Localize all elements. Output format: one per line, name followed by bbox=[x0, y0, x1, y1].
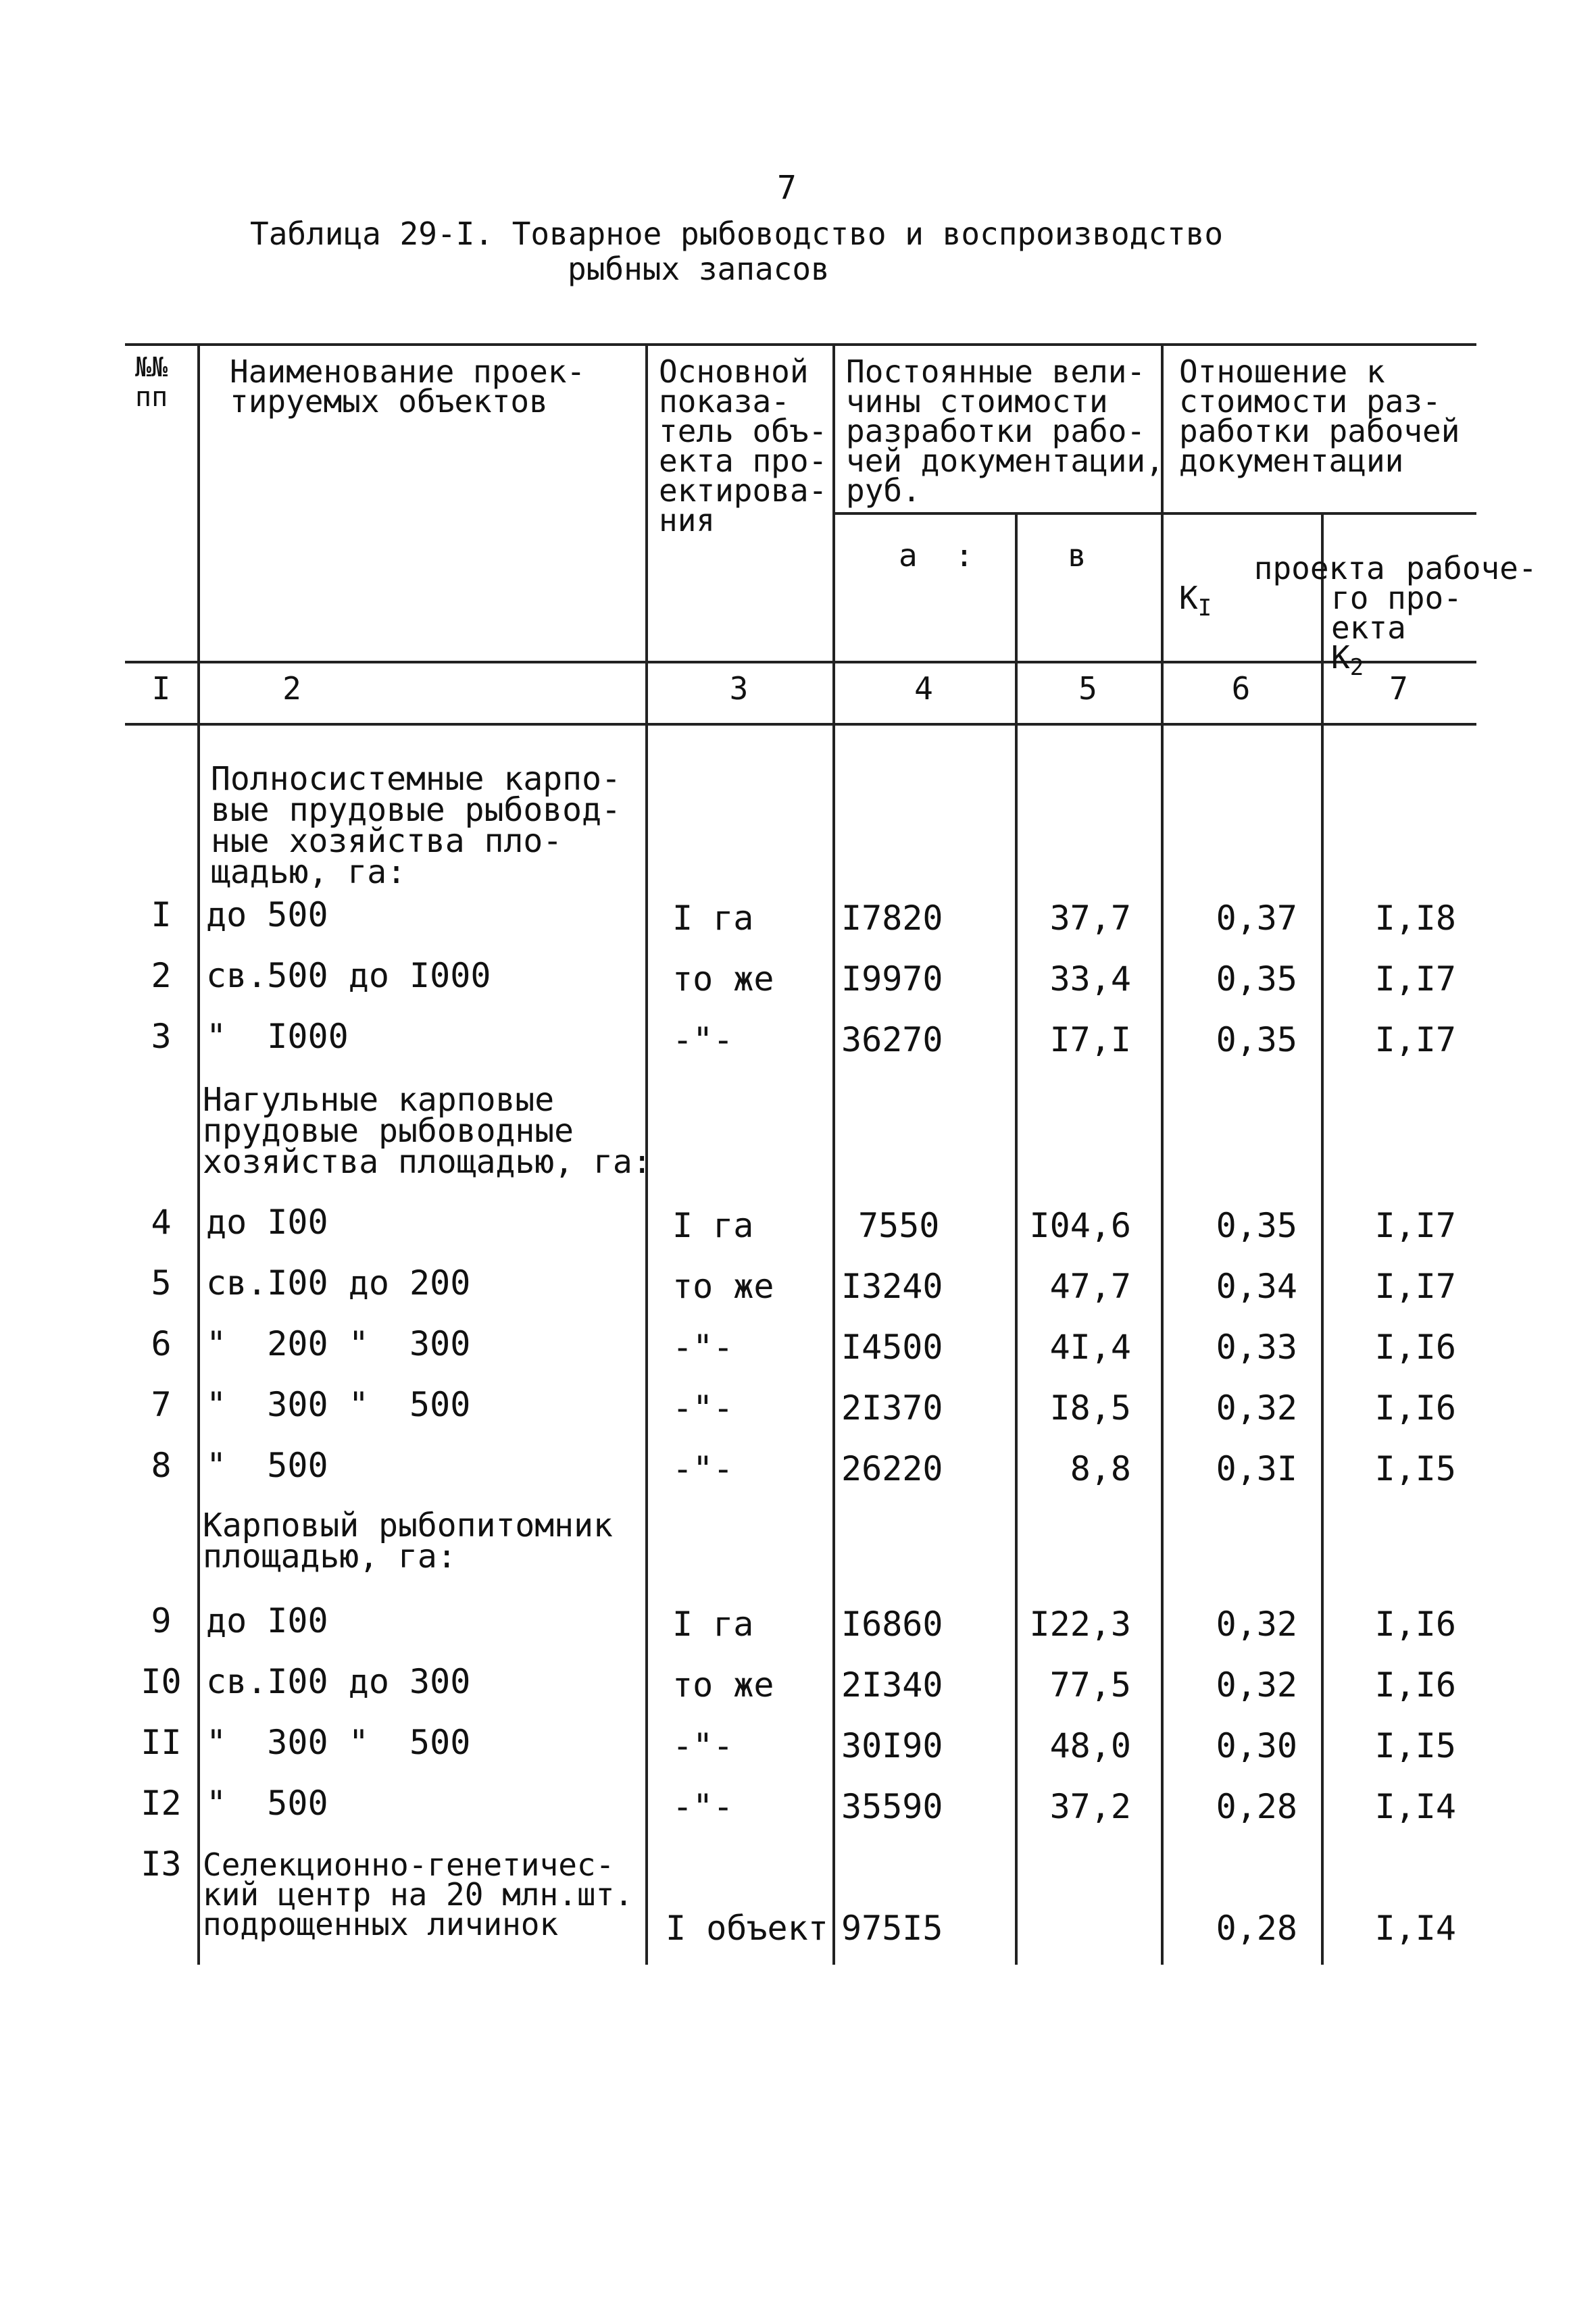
cell-number: 3 bbox=[151, 1017, 172, 1056]
cell-number: II bbox=[141, 1723, 182, 1762]
cell-a: 2I370 bbox=[841, 1388, 943, 1428]
cell-k2: I,I6 bbox=[1374, 1665, 1456, 1705]
cell-indicator: -"- bbox=[672, 1020, 734, 1059]
cell-b: 47,7 bbox=[1049, 1267, 1131, 1306]
rule-subheader bbox=[834, 512, 1476, 515]
cell-a: I3240 bbox=[841, 1267, 943, 1306]
cell-k2: I,I5 bbox=[1374, 1449, 1456, 1488]
cell-k1: 0,37 bbox=[1216, 899, 1297, 938]
cell-k1: 0,32 bbox=[1216, 1388, 1297, 1428]
cell-number: I3 bbox=[141, 1844, 182, 1884]
header-k1-subscript: I bbox=[1197, 595, 1212, 622]
cell-name: св.I00 до 300 bbox=[206, 1662, 471, 1701]
cell-b: I8,5 bbox=[1049, 1388, 1131, 1428]
cell-b: I22,3 bbox=[1029, 1605, 1131, 1644]
cell-a: I6860 bbox=[841, 1605, 943, 1644]
cell-name: до I00 bbox=[206, 1203, 328, 1242]
rule-v3 bbox=[832, 343, 835, 1965]
cell-number: 5 bbox=[151, 1263, 172, 1303]
cell-name: " I000 bbox=[206, 1017, 349, 1056]
cell-k1: 0,34 bbox=[1216, 1267, 1297, 1306]
cell-a: I7820 bbox=[841, 899, 943, 938]
cell-indicator: -"- bbox=[672, 1328, 734, 1367]
cell-k1: 0,35 bbox=[1216, 1206, 1297, 1245]
page-number: 7 bbox=[777, 169, 797, 207]
cell-k2: I,I4 bbox=[1374, 1787, 1456, 1826]
cell-number: I0 bbox=[141, 1662, 182, 1701]
cell-indicator: -"- bbox=[672, 1787, 734, 1826]
cell-b: 48,0 bbox=[1049, 1726, 1131, 1765]
header-number: №№ пп bbox=[135, 352, 168, 413]
header-constants: Постоянные вели- чины стоимости разработки рабо- чей документации, руб. bbox=[846, 353, 1164, 509]
column-number: 5 bbox=[1078, 670, 1097, 707]
rule-colnum-bottom bbox=[125, 723, 1476, 726]
cell-indicator: I га bbox=[672, 1605, 754, 1644]
header-ratio: Отношение к стоимости раз- работки рабочей документации bbox=[1179, 353, 1460, 479]
cell-k2: I,I6 bbox=[1374, 1328, 1456, 1367]
header-indicator: Основной показа- тель объ- екта про- ектирова- ния bbox=[659, 353, 828, 538]
cell-b: 77,5 bbox=[1049, 1665, 1131, 1705]
cell-b: I7,I bbox=[1049, 1020, 1131, 1059]
cell-indicator: то же bbox=[672, 1665, 774, 1705]
header-k2-subscript: 2 bbox=[1349, 654, 1364, 682]
cell-b: 4I,4 bbox=[1049, 1328, 1131, 1367]
group-label: Карповый рыбопитомник площадью, га: bbox=[203, 1507, 613, 1576]
cell-a: I9970 bbox=[841, 959, 943, 999]
cell-number: 9 bbox=[151, 1601, 172, 1640]
column-number: 2 bbox=[282, 670, 301, 707]
cell-k1: 0,32 bbox=[1216, 1605, 1297, 1644]
cell-b: I04,6 bbox=[1029, 1206, 1131, 1245]
cell-number: 2 bbox=[151, 956, 172, 995]
cell-number: I2 bbox=[141, 1784, 182, 1823]
column-number: 3 bbox=[729, 670, 749, 707]
cell-a: 35590 bbox=[841, 1787, 943, 1826]
cell-a: I4500 bbox=[841, 1328, 943, 1367]
column-number: 6 bbox=[1231, 670, 1251, 707]
header-col-a: а : bbox=[899, 537, 974, 574]
table-title bbox=[250, 216, 1264, 286]
cell-name: до I00 bbox=[206, 1601, 328, 1640]
cell-k2: I,I6 bbox=[1374, 1388, 1456, 1428]
cell-k2: I,I8 bbox=[1374, 899, 1456, 938]
cell-k1: 0,35 bbox=[1216, 959, 1297, 999]
column-number: 7 bbox=[1389, 670, 1408, 707]
group-label: Полносистемные карпо- вые прудовые рыбовод- ные хозяйства пло- щадью, га: bbox=[211, 760, 621, 891]
rule-v5 bbox=[1161, 343, 1164, 1965]
cell-name: " 500 bbox=[206, 1784, 328, 1823]
column-number: I bbox=[151, 670, 171, 707]
cell-indicator: I га bbox=[672, 899, 754, 938]
cell-name: " 300 " 500 bbox=[206, 1385, 471, 1424]
cell-k1: 0,28 bbox=[1216, 1787, 1297, 1826]
cell-k1: 0,32 bbox=[1216, 1665, 1297, 1705]
cell-indicator: I объект bbox=[666, 1909, 828, 1948]
rule-header-bottom bbox=[125, 661, 1476, 663]
cell-a: 36270 bbox=[841, 1020, 943, 1059]
cell-k1: 0,35 bbox=[1216, 1020, 1297, 1059]
cell-b: 37,7 bbox=[1049, 899, 1131, 938]
cell-number: 4 bbox=[151, 1203, 172, 1242]
cell-indicator: I га bbox=[672, 1206, 754, 1245]
cell-a: 7550 bbox=[858, 1206, 940, 1245]
cell-b: 33,4 bbox=[1049, 959, 1131, 999]
cell-b: 37,2 bbox=[1049, 1787, 1131, 1826]
cell-k2: I,I7 bbox=[1374, 1020, 1456, 1059]
cell-indicator: то же bbox=[672, 1267, 774, 1306]
cell-k2: I,I7 bbox=[1374, 1267, 1456, 1306]
cell-indicator: -"- bbox=[672, 1449, 734, 1488]
header-col-b: в bbox=[1068, 537, 1087, 574]
cell-number: I bbox=[151, 895, 172, 934]
cell-number: 8 bbox=[151, 1446, 172, 1485]
cell-indicator: -"- bbox=[672, 1726, 734, 1765]
title-line-1: Таблица 29-I. Товарное рыбоводство и воспроизводство bbox=[250, 216, 1224, 252]
cell-a: 30I90 bbox=[841, 1726, 943, 1765]
cell-k1: 0,3I bbox=[1216, 1449, 1297, 1488]
cell-k2: I,I5 bbox=[1374, 1726, 1456, 1765]
cell-k2: I,I7 bbox=[1374, 959, 1456, 999]
cell-number: 7 bbox=[151, 1385, 172, 1424]
cell-name: св.500 до I000 bbox=[206, 956, 491, 995]
cell-a: 2I340 bbox=[841, 1665, 943, 1705]
rule-top bbox=[125, 343, 1476, 346]
cell-k1: 0,33 bbox=[1216, 1328, 1297, 1367]
cell-a: 975I5 bbox=[841, 1909, 943, 1948]
title-line-2: рыбных запасов bbox=[568, 251, 830, 287]
header-k2-label: рабоче- го про- екта К bbox=[1331, 550, 1537, 676]
header-k1-label: проекта К bbox=[1179, 550, 1385, 616]
column-number: 4 bbox=[914, 670, 933, 707]
cell-name: " 500 bbox=[206, 1446, 328, 1485]
cell-k2: I,I6 bbox=[1374, 1605, 1456, 1644]
cell-name: св.I00 до 200 bbox=[206, 1263, 471, 1303]
cell-name: Селекционно-генетичес- кий центр на 20 млн.шт. подрощенных личинок bbox=[203, 1846, 633, 1942]
cell-k1: 0,28 bbox=[1216, 1909, 1297, 1948]
cell-k2: I,I4 bbox=[1374, 1909, 1456, 1948]
cell-name: " 300 " 500 bbox=[206, 1723, 471, 1762]
cell-name: " 200 " 300 bbox=[206, 1324, 471, 1363]
cell-indicator: -"- bbox=[672, 1388, 734, 1428]
cell-k2: I,I7 bbox=[1374, 1206, 1456, 1245]
cell-indicator: то же bbox=[672, 959, 774, 999]
cell-name: до 500 bbox=[206, 895, 328, 934]
cell-k1: 0,30 bbox=[1216, 1726, 1297, 1765]
rule-v1 bbox=[197, 343, 200, 1965]
cell-a: 26220 bbox=[841, 1449, 943, 1488]
group-label: Нагульные карповые прудовые рыбоводные хозяйства площадью, га: bbox=[203, 1081, 652, 1181]
cell-b: 8,8 bbox=[1070, 1449, 1131, 1488]
cell-number: 6 bbox=[151, 1324, 172, 1363]
header-name: Наименование проек- тируемых объектов bbox=[230, 353, 586, 420]
